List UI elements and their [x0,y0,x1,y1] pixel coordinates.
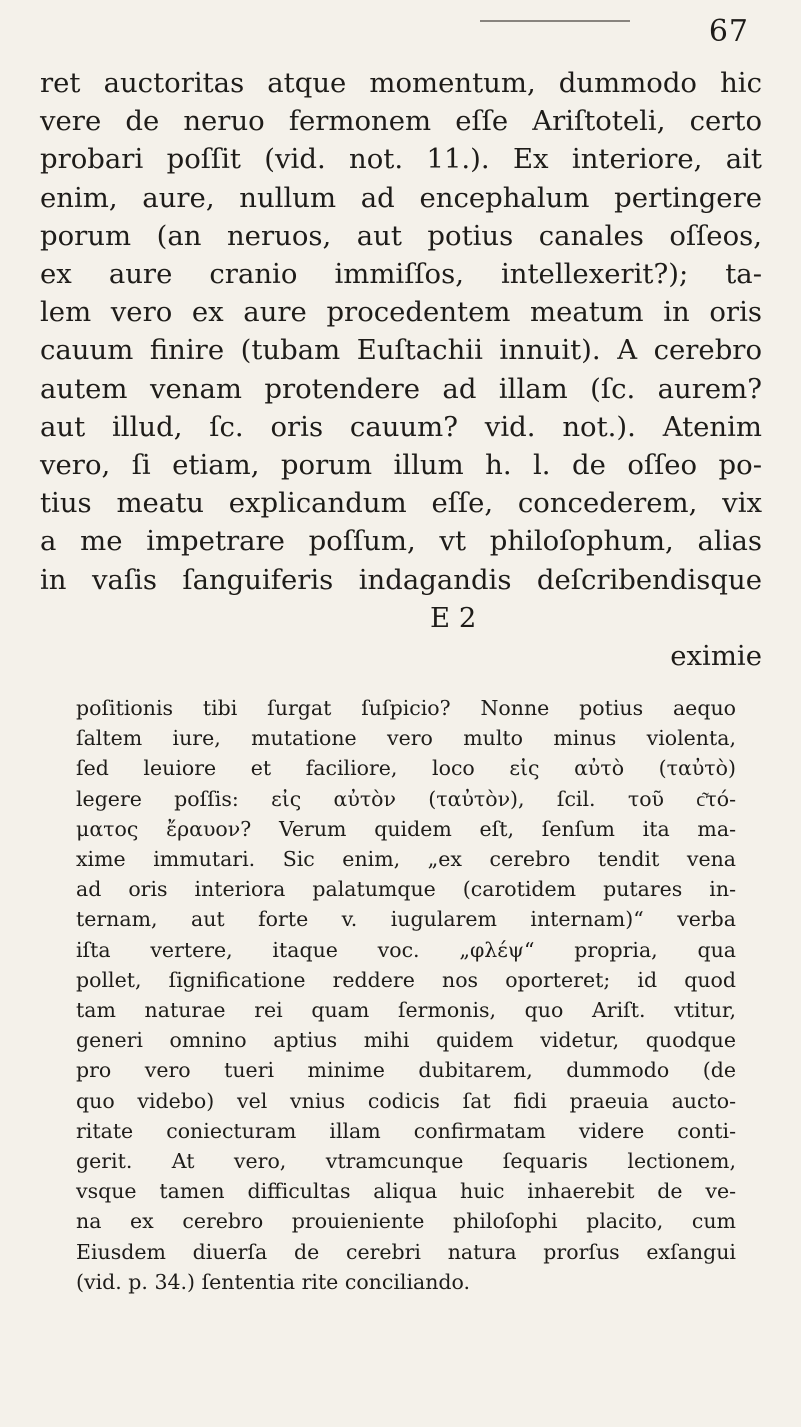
footnote-line: vsque tamen difficultas aliqua huic inhaerebit de ve- [76,1179,736,1204]
page-number: 67 [708,14,749,49]
main-text-line: cauum finire (tubam Euſtachii innuit). A cerebro [40,334,762,367]
footnote-line: tam naturae rei quam ſermonis, quo Ariſt. vtitur, [76,998,736,1023]
footnote-block [76,693,736,1297]
footnote-line: na ex cerebro prouieniente philoſophi placito, cum [76,1209,736,1234]
footnote-line: gerit. At vero, vtramcunque ſequaris lectionem, [76,1149,736,1174]
main-text-line: a me impetrare poſſum, vt philoſophum, alias [40,525,762,558]
footnote-line: pollet, ſignificatione reddere nos oporteret; id quod [76,967,736,992]
signature-line [40,599,762,673]
main-text-line: vere de neruo fermonem eſſe Ariſtoteli, certo [40,105,762,138]
footnote-line: quo videbo) vel vnius codicis ſat fidi praeuia aucto- [76,1088,736,1113]
main-text-line: enim, aure, nullum ad encephalum pertingere [40,181,762,214]
footnote-line: xime immutari. Sic enim, „ex cerebro tendit vena [76,847,736,872]
main-text-line: tius meatu explicandum eſſe, concederem, vix [40,487,762,520]
footnote-line: ritate coniecturam illam confirmatam videre conti- [76,1118,736,1143]
main-text-line: probari poſſit (vid. not. 11.). Ex interiore, ait [40,143,762,176]
header-rule [480,20,630,22]
footnote-line: pro vero tueri minime dubitarem, dummodo (de [76,1058,736,1083]
signature-mark: E 2 [430,601,477,634]
footnote-line: poſitionis tibi ſurgat ſuſpicio? Nonne potius aequo [76,696,736,720]
footnote-line: iſta vertere, itaque voc. „φλέψ“ propria, qua [76,937,736,962]
footnote-line: Eiusdem diuerſa de cerebri natura prorſus exſangui [76,1239,736,1264]
footnote-line: (vid. p. 34.) ſententia rite conciliando. [76,1269,471,1294]
main-text-line: autem venam protendere ad illam (ſc. aurem? [40,372,762,405]
main-text-line: in vaſis ſanguiferis indagandis deſcribendisque [40,563,762,596]
main-text-line: ex aure cranio immiſſos, intellexerit?); ta- [40,258,762,291]
main-text-block [40,64,762,675]
footnote-line: ſed leuiore et faciliore, loco εἰς αὐτὸ (ταὐτὸ) [76,756,736,781]
footnote-line: generi omnino aptius mihi quidem videtur, quodque [76,1028,736,1053]
catchword: eximie [670,640,762,673]
main-text-line: lem vero ex aure procedentem meatum in oris [40,296,762,329]
footnote-line: ternam, aut forte v. iugularem internam)“ verba [76,907,736,932]
footnote-line: ſaltem iure, mutatione vero multo minus violenta, [76,726,736,751]
main-text-line: vero, ſi etiam, porum illum h. l. de oſſeo po- [40,449,762,482]
footnote-line: legere poſſis: εἰς αὐτὸν (ταὐτὸν), ſcil. τοῦ ϲ͂τό- [76,786,736,811]
main-text-line: aut illud, ſc. oris cauum? vid. not.). Atenim [40,410,762,443]
main-text-line: ret auctoritas atque momentum, dummodo hic [40,67,762,99]
main-text-line: porum (an neruos, aut potius canales oſſeos, [40,219,762,252]
footnote-line: ad oris interiora palatumque (carotidem putares in- [76,877,736,902]
footnote-line: ματος ἔραυον? Verum quidem eſt, ſenſum ita ma- [76,816,736,841]
